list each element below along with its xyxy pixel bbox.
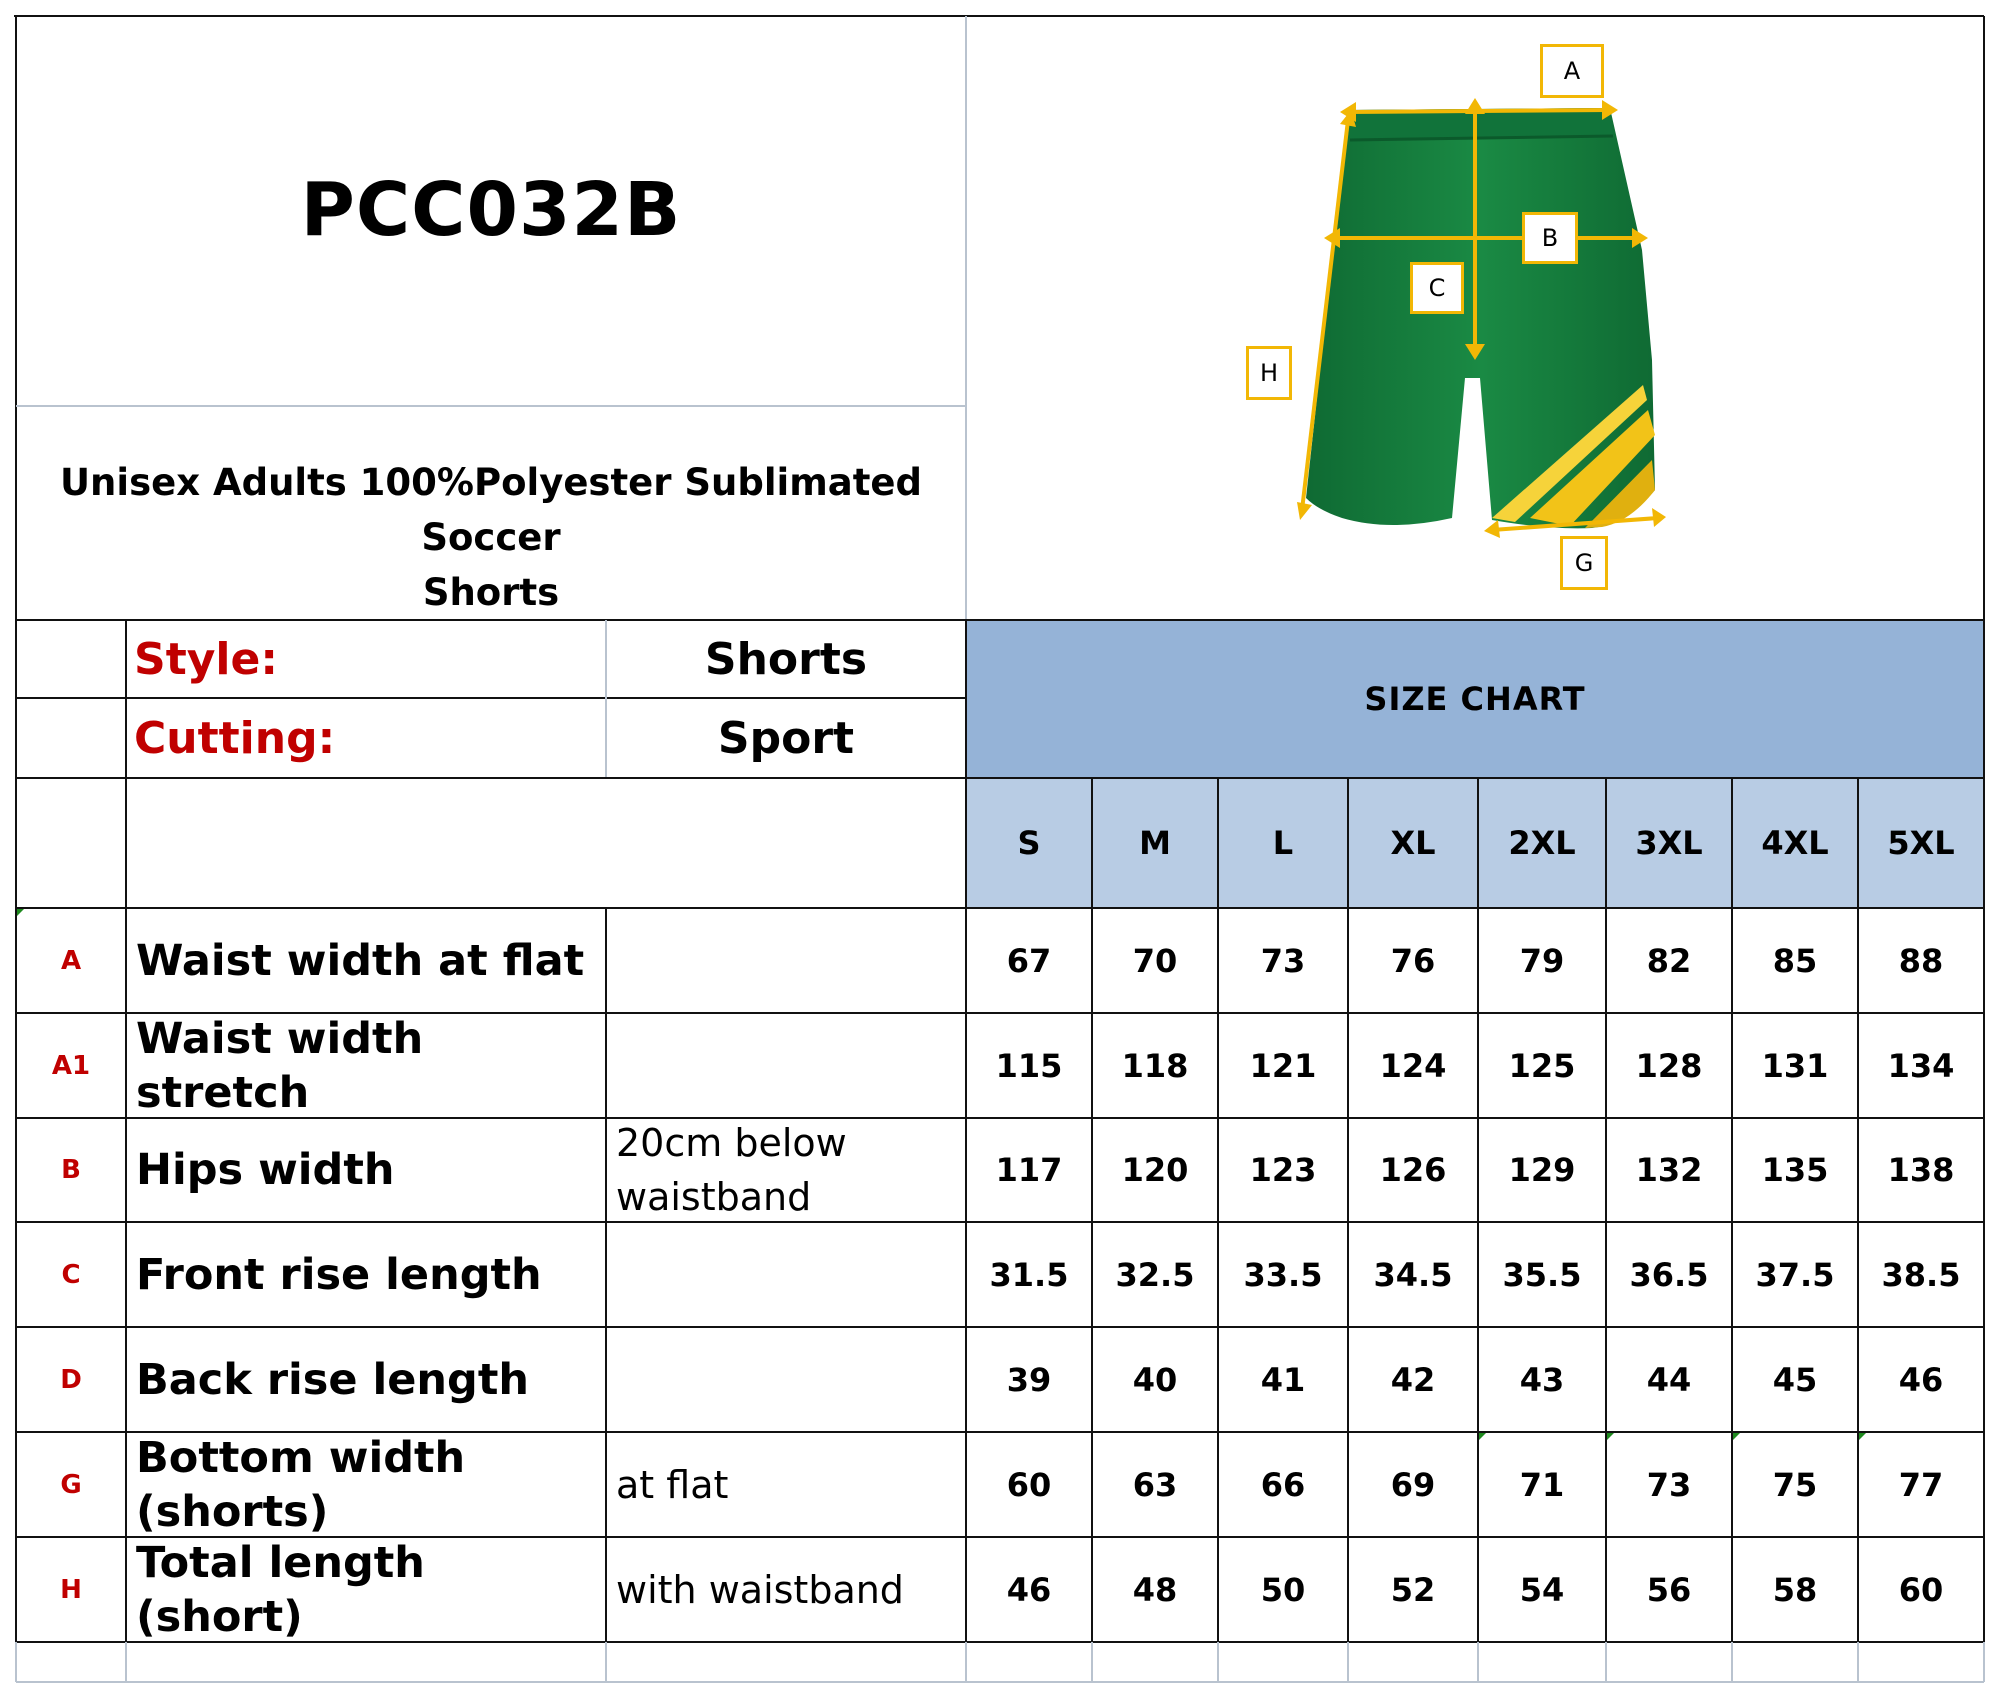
description-line-1: Unisex Adults 100%Polyester Sublimated Soccer bbox=[60, 461, 922, 559]
grid-line bbox=[1217, 1642, 1219, 1682]
value-cell: 132 bbox=[1635, 1151, 1703, 1189]
value-cell: 138 bbox=[1887, 1151, 1955, 1189]
row-note bbox=[606, 1222, 966, 1327]
value-cell: 56 bbox=[1646, 1570, 1692, 1609]
row-measurement-name: Hips width bbox=[136, 1145, 395, 1195]
row-code: A bbox=[60, 945, 82, 976]
row-code: H bbox=[60, 1574, 82, 1605]
value-cell: 31.5 bbox=[989, 1255, 1069, 1294]
value-cell: 45 bbox=[1772, 1360, 1818, 1399]
grid-line bbox=[1857, 1642, 1859, 1682]
value-cell: 39 bbox=[1006, 1360, 1052, 1399]
row-measurement-name: Waist width at flat bbox=[136, 935, 585, 986]
value-cell: 135 bbox=[1761, 1151, 1829, 1189]
shorts-diagram bbox=[1230, 40, 1700, 600]
value-cell: 63 bbox=[1132, 1465, 1178, 1504]
grid-line bbox=[16, 1641, 1984, 1643]
value-cell: 134 bbox=[1887, 1046, 1955, 1085]
value-cell: 32.5 bbox=[1115, 1255, 1195, 1294]
value-cell: 123 bbox=[1249, 1151, 1317, 1189]
cutting-value: Sport bbox=[717, 712, 855, 764]
row-note bbox=[606, 1013, 966, 1118]
grid-line bbox=[16, 405, 966, 407]
value-cell: 40 bbox=[1132, 1360, 1178, 1399]
diagram-label-a: A bbox=[1540, 44, 1604, 98]
value-cell: 44 bbox=[1646, 1360, 1692, 1399]
value-cell: 73 bbox=[1646, 1465, 1692, 1504]
row-code: D bbox=[60, 1364, 82, 1395]
grid-line bbox=[15, 16, 17, 1642]
value-cell: 79 bbox=[1519, 941, 1565, 980]
size-header-4xl: 4XL bbox=[1761, 824, 1829, 862]
grid-line bbox=[1091, 1642, 1093, 1682]
row-measurement-name: Back rise length bbox=[136, 1354, 529, 1405]
value-cell: 46 bbox=[1006, 1570, 1052, 1609]
row-measurement-name: Total length (short) bbox=[136, 1537, 425, 1642]
grid-line bbox=[965, 16, 967, 620]
size-header-2xl: 2XL bbox=[1508, 824, 1576, 862]
value-cell: 67 bbox=[1006, 941, 1052, 980]
value-cell: 88 bbox=[1898, 941, 1944, 980]
grid-line bbox=[14, 15, 1984, 17]
cutting-label: Cutting: bbox=[134, 712, 336, 764]
row-code: A1 bbox=[51, 1050, 91, 1081]
grid-line bbox=[16, 1117, 1984, 1119]
value-cell: 42 bbox=[1390, 1360, 1436, 1399]
row-measurement-name: Waist width stretch bbox=[136, 1013, 424, 1118]
value-cell: 76 bbox=[1390, 941, 1436, 980]
diagram-label-b: B bbox=[1522, 212, 1578, 264]
grid-line bbox=[1983, 16, 1985, 1642]
value-cell: 33.5 bbox=[1243, 1255, 1323, 1294]
value-cell: 75 bbox=[1772, 1465, 1818, 1504]
grid-line bbox=[16, 1012, 1984, 1014]
grid-line bbox=[1983, 1642, 1985, 1682]
row-note: 20cm below waistband bbox=[616, 1121, 847, 1219]
value-cell: 82 bbox=[1646, 941, 1692, 980]
diagram-label-c: C bbox=[1410, 262, 1464, 314]
value-cell: 60 bbox=[1898, 1570, 1944, 1609]
value-cell: 43 bbox=[1519, 1360, 1565, 1399]
row-note: at flat bbox=[616, 1462, 729, 1507]
diagram-label-h: H bbox=[1246, 346, 1292, 400]
grid-line bbox=[605, 908, 607, 1642]
value-cell: 129 bbox=[1508, 1151, 1576, 1189]
grid-line bbox=[16, 1221, 1984, 1223]
value-cell: 71 bbox=[1519, 1465, 1565, 1504]
grid-line bbox=[16, 1431, 1984, 1433]
value-cell: 85 bbox=[1772, 941, 1818, 980]
size-header-3xl: 3XL bbox=[1635, 824, 1703, 862]
row-measurement-name: Front rise length bbox=[136, 1249, 542, 1300]
value-cell: 77 bbox=[1898, 1465, 1944, 1504]
grid-line bbox=[965, 620, 967, 1642]
description-line-2: Shorts bbox=[422, 571, 560, 614]
row-note bbox=[606, 908, 966, 1013]
grid-line bbox=[125, 620, 127, 1642]
value-cell: 41 bbox=[1260, 1360, 1306, 1399]
grid-line bbox=[1731, 1642, 1733, 1682]
value-cell: 73 bbox=[1260, 941, 1306, 980]
grid-line bbox=[16, 1536, 1984, 1538]
size-header-s: S bbox=[1017, 824, 1041, 862]
grid-line bbox=[1347, 1642, 1349, 1682]
row-code: C bbox=[61, 1259, 81, 1290]
grid-line bbox=[16, 1681, 1984, 1683]
value-cell: 38.5 bbox=[1881, 1255, 1961, 1294]
value-cell: 126 bbox=[1379, 1151, 1447, 1189]
value-cell: 70 bbox=[1132, 941, 1178, 980]
grid-line bbox=[16, 907, 1984, 909]
row-code: G bbox=[60, 1469, 82, 1500]
grid-line bbox=[605, 1642, 607, 1682]
grid-line bbox=[125, 1642, 127, 1682]
value-cell: 52 bbox=[1390, 1570, 1436, 1609]
value-cell: 34.5 bbox=[1373, 1255, 1453, 1294]
value-cell: 35.5 bbox=[1502, 1255, 1582, 1294]
cell-note-marker bbox=[1733, 1433, 1740, 1440]
cell-note-marker bbox=[1859, 1433, 1866, 1440]
value-cell: 125 bbox=[1508, 1046, 1576, 1085]
value-cell: 60 bbox=[1006, 1465, 1052, 1504]
grid-line bbox=[16, 697, 966, 699]
size-header-m: M bbox=[1139, 824, 1171, 862]
value-cell: 58 bbox=[1772, 1570, 1818, 1609]
cell-note-marker bbox=[1479, 1433, 1486, 1440]
value-cell: 66 bbox=[1260, 1465, 1306, 1504]
grid-line bbox=[16, 777, 1984, 779]
row-note: with waistband bbox=[616, 1567, 904, 1612]
cell-note-marker bbox=[17, 909, 24, 916]
diagram-label-g: G bbox=[1560, 536, 1608, 590]
value-cell: 124 bbox=[1379, 1046, 1447, 1085]
row-measurement-name: Bottom width (shorts) bbox=[136, 1432, 466, 1537]
value-cell: 131 bbox=[1761, 1046, 1829, 1085]
style-label: Style: bbox=[134, 633, 278, 685]
grid-line bbox=[15, 1642, 17, 1682]
value-cell: 121 bbox=[1249, 1046, 1317, 1085]
value-cell: 118 bbox=[1121, 1046, 1189, 1085]
value-cell: 36.5 bbox=[1629, 1255, 1709, 1294]
value-cell: 46 bbox=[1898, 1360, 1944, 1399]
row-code: B bbox=[61, 1155, 81, 1185]
size-header-5xl: 5XL bbox=[1887, 824, 1955, 862]
cell-note-marker bbox=[1607, 1433, 1614, 1440]
value-cell: 54 bbox=[1519, 1570, 1565, 1609]
value-cell: 117 bbox=[995, 1151, 1063, 1189]
grid-line bbox=[16, 1326, 1984, 1328]
value-cell: 115 bbox=[995, 1046, 1063, 1085]
product-description bbox=[16, 455, 966, 620]
style-value: Shorts bbox=[704, 633, 868, 685]
size-chart-title: SIZE CHART bbox=[1364, 680, 1586, 718]
value-cell: 37.5 bbox=[1755, 1255, 1835, 1294]
size-header-xl: XL bbox=[1390, 824, 1436, 862]
size-header-l: L bbox=[1272, 824, 1294, 862]
value-cell: 50 bbox=[1260, 1570, 1306, 1609]
grid-line bbox=[605, 620, 607, 778]
value-cell: 48 bbox=[1132, 1570, 1178, 1609]
row-note bbox=[606, 1327, 966, 1432]
product-code: PCC032B bbox=[300, 167, 682, 253]
grid-line bbox=[16, 619, 1984, 621]
value-cell: 120 bbox=[1121, 1151, 1189, 1189]
value-cell: 128 bbox=[1635, 1046, 1703, 1085]
value-cell: 69 bbox=[1390, 1465, 1436, 1504]
grid-line bbox=[1477, 1642, 1479, 1682]
grid-line bbox=[965, 1642, 967, 1682]
grid-line bbox=[1605, 1642, 1607, 1682]
